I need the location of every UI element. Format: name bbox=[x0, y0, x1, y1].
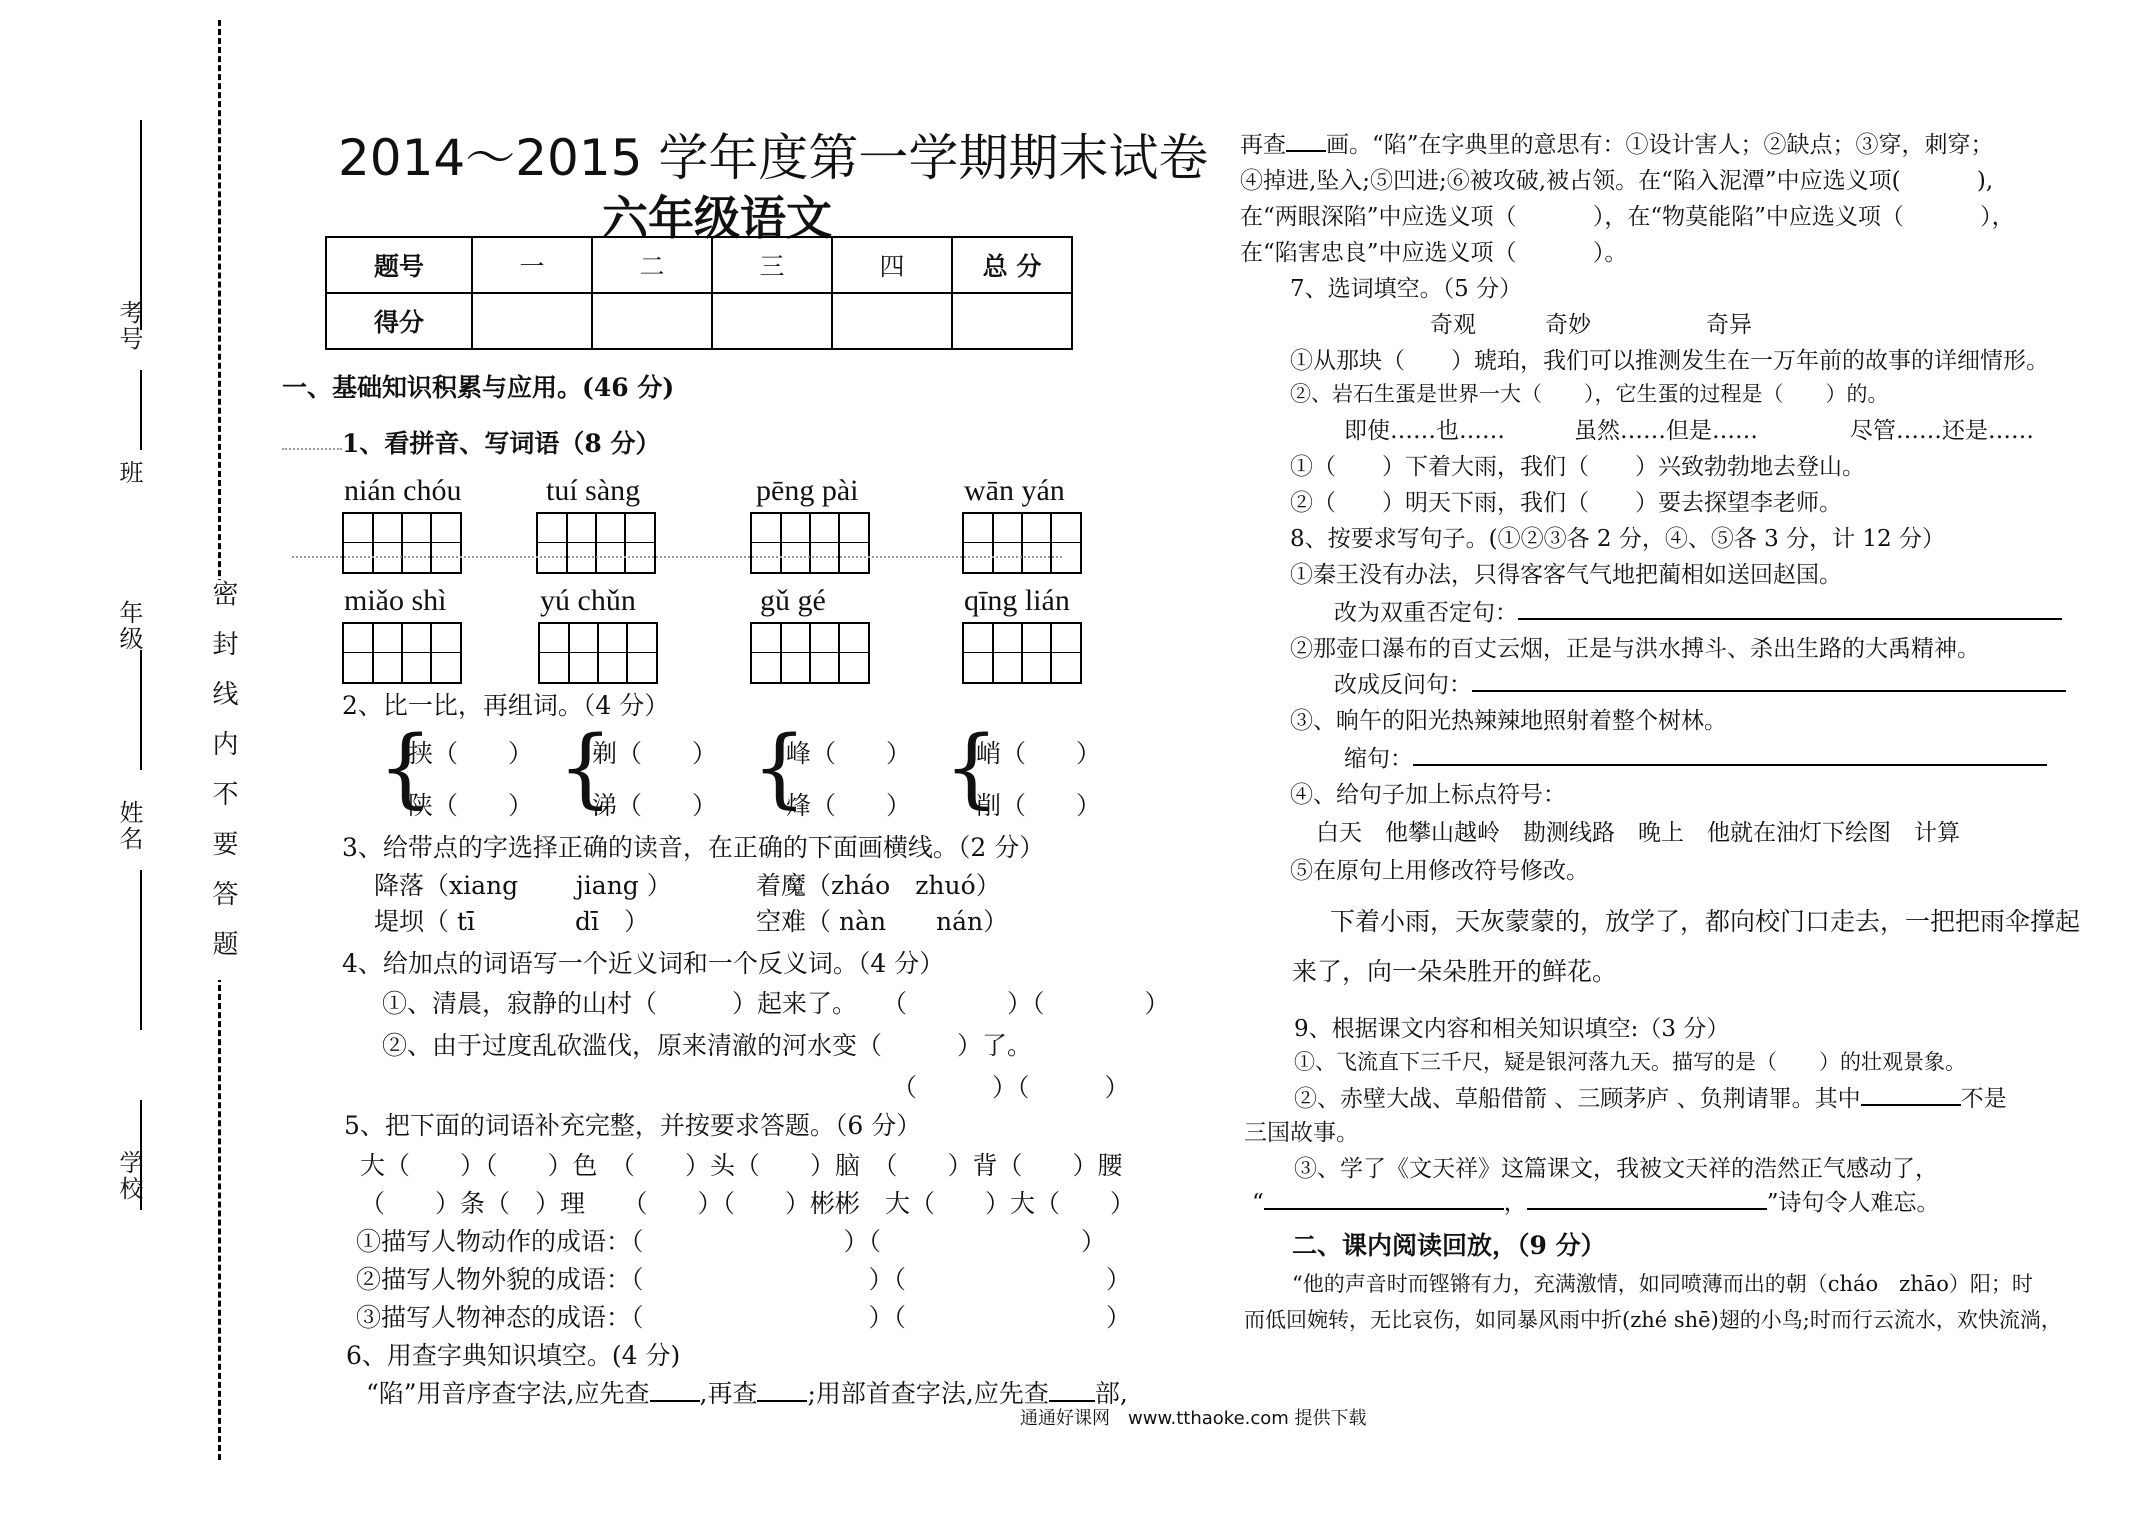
blank[interactable] bbox=[1527, 1208, 1767, 1210]
q9-text: ， bbox=[1503, 1190, 1527, 1216]
q9-text: ②、赤壁大战、草船借箭 、三顾茅庐 、负荆请罪。其中 bbox=[1294, 1086, 1861, 1112]
reading-passage-line: 而低回婉转，无比哀伤，如同暴风雨中折(zhé shē)翅的小鸟;时而行云流水，欢快流淌， bbox=[1244, 1308, 2062, 1332]
q6-text: 画。“陷”在字典里的意思有：①设计害人；②缺点；③穿，刺穿； bbox=[1326, 132, 1994, 158]
pinyin-label: nián chóu bbox=[344, 474, 462, 507]
q1-title: 1、看拼音、写词语（8 分） bbox=[342, 429, 661, 458]
q4-line: ①、清晨，寂静的山村（ ）起来了。 （ ）（ ） bbox=[382, 989, 1170, 1018]
score-input-cell[interactable] bbox=[592, 293, 712, 349]
q7-word-options: 奇观 奇妙 奇异 bbox=[1430, 312, 1752, 338]
q8-sentence: ③、晌午的阳光热辣辣地照射着整个树林。 bbox=[1290, 708, 1727, 734]
q5-line: ③描写人物神态的成语：（ ）（ ） bbox=[356, 1303, 1132, 1332]
q7-title: 7、选词填空。（5 分） bbox=[1290, 276, 1523, 302]
score-header-cell: 二 bbox=[592, 237, 712, 293]
q4-line: （ ）（ ） bbox=[892, 1073, 1130, 1102]
field-line-xingming bbox=[140, 870, 142, 1030]
q5-line: （ ）条（ ）理 （ ）（ ）彬彬 大（ ）大（ ） bbox=[360, 1189, 1136, 1218]
q6-line-3: ④掉进,坠入;⑤凹进;⑥被攻破,被占领。在“陷入泥潭”中应选义项( ), bbox=[1240, 168, 1994, 194]
q9-text: ”诗句令人难忘。 bbox=[1766, 1190, 1940, 1216]
score-header-cell: 四 bbox=[832, 237, 952, 293]
q4-title: 4、给加点的词语写一个近义词和一个反义词。（4 分） bbox=[342, 949, 945, 978]
field-line-ban bbox=[140, 370, 142, 450]
score-input-cell[interactable] bbox=[832, 293, 952, 349]
q2-item: 陕（ ） bbox=[408, 791, 534, 820]
pinyin-label: wān yán bbox=[964, 474, 1065, 507]
blank[interactable] bbox=[650, 1400, 700, 1402]
footer-credit: 通通好课网 www.tthaoke.com 提供下载 bbox=[1020, 1408, 1367, 1429]
writing-grid[interactable] bbox=[342, 622, 462, 684]
blank[interactable] bbox=[757, 1400, 807, 1402]
dotted-guide bbox=[282, 448, 342, 450]
q8-prompt-label: 缩句： bbox=[1344, 746, 1413, 772]
score-input-cell[interactable] bbox=[952, 293, 1072, 349]
exam-title: 2014～2015 学年度第一学期期末试卷 bbox=[338, 129, 1209, 187]
field-label-ban: 班 bbox=[115, 460, 143, 486]
q9-line bbox=[1252, 1184, 1940, 1217]
q3-line: 着魔（zháo zhuó） bbox=[756, 871, 1001, 900]
blank[interactable] bbox=[1286, 150, 1326, 152]
blank[interactable] bbox=[1264, 1208, 1504, 1210]
dotted-guide bbox=[292, 556, 1062, 558]
score-row-label: 得分 bbox=[326, 293, 472, 349]
q5-line: 大（ ）（ ）色 （ ）头（ ）脑 （ ）背（ ）腰 bbox=[360, 1151, 1123, 1180]
q6-line-1 bbox=[366, 1374, 1128, 1410]
field-label-nianji: 年级 bbox=[115, 600, 143, 652]
brace-icon: { bbox=[558, 718, 613, 818]
writing-grid[interactable] bbox=[750, 622, 870, 684]
q8-title: 8、按要求写句子。(①②③各 2 分，④、⑤各 3 分，计 12 分） bbox=[1290, 526, 1946, 552]
q7-line: ①从那块（ ）琥珀，我们可以推测发生在一万年前的故事的详细情形。 bbox=[1290, 348, 2049, 374]
pinyin-label: qīng lián bbox=[964, 584, 1070, 617]
q8-punctuation-sentence: 白天 他攀山越岭 勘测线路 晚上 他就在油灯下绘图 计算 bbox=[1316, 820, 1960, 846]
q6-line-2 bbox=[1240, 126, 1994, 159]
score-header-cell: 题号 bbox=[326, 237, 472, 293]
q9-line: ③、学了《文天祥》这篇课文，我被文天祥的浩然正气感动了， bbox=[1294, 1156, 1938, 1182]
field-label-xingming: 姓名 bbox=[115, 800, 143, 852]
blank[interactable] bbox=[1861, 1104, 1961, 1106]
answer-line[interactable] bbox=[1413, 764, 2047, 766]
q2-item: 峭（ ） bbox=[976, 739, 1102, 768]
pinyin-label: gǔ gé bbox=[760, 584, 826, 617]
q6-text: 部, bbox=[1094, 1379, 1128, 1408]
blank[interactable] bbox=[1049, 1400, 1095, 1402]
q8-prompt bbox=[1334, 666, 2066, 699]
writing-grid[interactable] bbox=[962, 512, 1082, 574]
field-line-nianji bbox=[140, 650, 142, 770]
q5-line: ①描写人物动作的成语：（ ）（ ） bbox=[356, 1227, 1107, 1256]
brace-icon: { bbox=[752, 718, 807, 818]
score-header-cell: 三 bbox=[712, 237, 832, 293]
q8-sentence: ②那壶口瀑布的百丈云烟，正是与洪水搏斗、杀出生路的大禹精神。 bbox=[1290, 636, 1980, 662]
q6-title: 6、用查字典知识填空。(4 分) bbox=[346, 1341, 681, 1370]
pinyin-label: tuí sàng bbox=[546, 474, 641, 507]
q8-sentence: ④、给句子加上标点符号： bbox=[1290, 782, 1566, 808]
q9-text: “ bbox=[1252, 1190, 1264, 1216]
pinyin-label: miǎo shì bbox=[344, 584, 447, 617]
q6-line-4: 在“两眼深陷”中应选义项（ ），在“物莫能陷”中应选义项（ ）， bbox=[1240, 204, 2015, 230]
section-2-heading: 二、课内阅读回放，（9 分） bbox=[1292, 1231, 1606, 1260]
q4-line: ②、由于过度乱砍滥伐，原来清澈的河水变（ ）了。 bbox=[382, 1031, 1033, 1060]
q8-revision-text: 下着小雨，天灰蒙蒙的，放学了，都向校门口走去，一把把雨伞撑起 bbox=[1330, 907, 2081, 936]
q8-prompt-label: 改成反问句： bbox=[1334, 672, 1472, 698]
score-header-cell: 一 bbox=[472, 237, 592, 293]
q2-title: 2、比一比，再组词。（4 分） bbox=[342, 691, 670, 720]
q6-line-5: 在“陷害忠良”中应选义项（ ）。 bbox=[1240, 240, 1628, 266]
score-table bbox=[325, 236, 1073, 350]
q8-prompt-label: 改为双重否定句： bbox=[1334, 600, 1518, 626]
q6-text: ,再查 bbox=[699, 1379, 758, 1408]
exam-subtitle: 六年级语文 bbox=[602, 191, 832, 245]
writing-grid[interactable] bbox=[342, 512, 462, 574]
q2-item: 峰（ ） bbox=[786, 739, 912, 768]
score-input-cell[interactable] bbox=[712, 293, 832, 349]
q2-item: 涕（ ） bbox=[592, 791, 718, 820]
q7-line: ①（ ）下着大雨，我们（ ）兴致勃勃地去登山。 bbox=[1290, 454, 1865, 480]
brace-icon: { bbox=[944, 718, 999, 818]
q6-text: ;用部首查字法,应先查 bbox=[807, 1379, 1049, 1408]
q9-line: 三国故事。 bbox=[1244, 1120, 1359, 1146]
q2-item: 烽（ ） bbox=[786, 791, 912, 820]
writing-grid[interactable] bbox=[536, 512, 656, 574]
binding-notice: 密封线内不要答题 bbox=[212, 580, 242, 980]
q7-line: ②（ ）明天下雨，我们（ ）要去探望李老师。 bbox=[1290, 490, 1842, 516]
q3-line: 堤坝（ tī dī ） bbox=[374, 907, 649, 936]
q5-title: 5、把下面的词语补充完整，并按要求答题。（6 分） bbox=[344, 1111, 922, 1140]
q7-conjunction-options: 即使……也…… 虽然……但是…… 尽管……还是…… bbox=[1344, 418, 2034, 444]
reading-passage-line: “他的声音时而铿锵有力，充满激情，如同喷薄而出的朝（cháo zhāo）阳；时 bbox=[1292, 1272, 2033, 1296]
q9-line bbox=[1294, 1080, 2007, 1113]
q6-text: 再查 bbox=[1240, 132, 1286, 158]
q6-text: “陷”用音序查字法,应先查 bbox=[366, 1379, 650, 1408]
q8-sentence: ⑤在原句上用修改符号修改。 bbox=[1290, 858, 1589, 884]
writing-grid[interactable] bbox=[538, 622, 658, 684]
pinyin-label: yú chǔn bbox=[540, 584, 636, 617]
q9-title: 9、根据课文内容和相关知识填空:（3 分） bbox=[1294, 1016, 1730, 1042]
q2-item: 削（ ） bbox=[976, 791, 1102, 820]
q2-item: 挟（ ） bbox=[408, 739, 534, 768]
q3-title: 3、给带点的字选择正确的读音，在正确的下面画横线。（2 分） bbox=[342, 833, 1045, 862]
q9-text: 不是 bbox=[1960, 1086, 2007, 1112]
answer-line[interactable] bbox=[1472, 690, 2066, 692]
writing-grid[interactable] bbox=[962, 622, 1082, 684]
q3-line: 空难（ nàn nán） bbox=[756, 907, 1009, 936]
writing-grid[interactable] bbox=[750, 512, 870, 574]
q8-revision-text: 来了，向一朵朵胜开的鲜花。 bbox=[1292, 957, 1618, 986]
section-1-heading: 一、基础知识积累与应用。(46 分) bbox=[282, 373, 675, 402]
pinyin-label: pēng pài bbox=[756, 474, 859, 507]
q3-line: 降落（xiang jiang ） bbox=[374, 871, 672, 900]
field-label-kaohao: 考号 bbox=[115, 300, 143, 352]
q8-prompt bbox=[1344, 740, 2047, 773]
field-line-kaohao bbox=[140, 120, 142, 330]
field-label-xuexiao: 学校 bbox=[115, 1150, 143, 1202]
q5-line: ②描写人物外貌的成语：（ ）（ ） bbox=[356, 1265, 1132, 1294]
score-header-cell: 总 分 bbox=[952, 237, 1072, 293]
q8-prompt bbox=[1334, 594, 2062, 627]
brace-icon: { bbox=[378, 718, 433, 818]
q7-line: ②、岩石生蛋是世界一大（ ），它生蛋的过程是（ ）的。 bbox=[1290, 382, 1889, 406]
q9-line: ①、飞流直下三千尺，疑是银河落九天。描写的是（ ）的壮观景象。 bbox=[1294, 1050, 1966, 1074]
q2-item: 剃（ ） bbox=[592, 739, 718, 768]
q8-sentence: ①秦王没有办法，只得客客气气地把蔺相如送回赵国。 bbox=[1290, 562, 1842, 588]
answer-line[interactable] bbox=[1518, 618, 2062, 620]
score-input-cell[interactable] bbox=[472, 293, 592, 349]
